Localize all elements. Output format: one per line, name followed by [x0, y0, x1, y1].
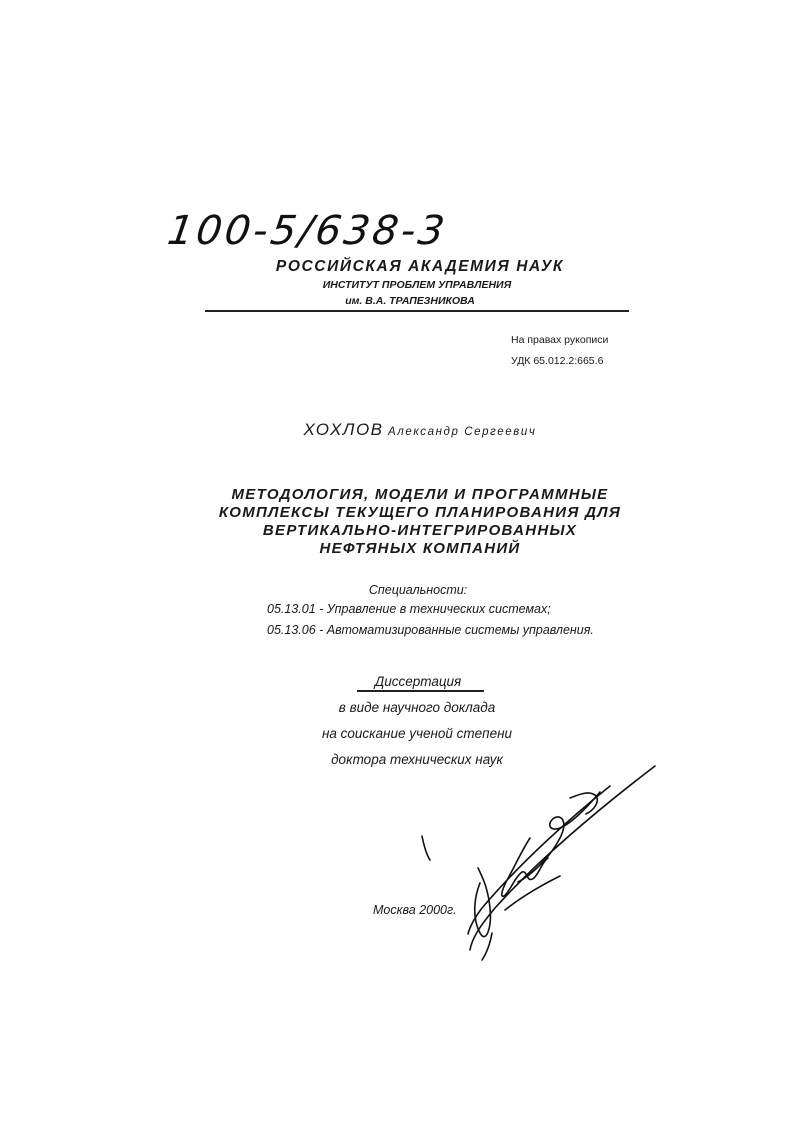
- place-and-year: Москва 2000г.: [373, 903, 457, 917]
- specialties-label: Специальности:: [368, 583, 468, 597]
- title-line: КОМПЛЕКСЫ ТЕКУЩЕГО ПЛАНИРОВАНИЯ ДЛЯ: [218, 504, 622, 521]
- dissertation-form: в виде научного доклада: [338, 700, 496, 715]
- academy-name: РОССИЙСКАЯ АКАДЕМИЯ НАУК: [275, 258, 565, 275]
- title-line: ВЕРТИКАЛЬНО-ИНТЕГРИРОВАННЫХ: [262, 522, 578, 539]
- title-line: НЕФТЯНЫХ КОМПАНИЙ: [319, 540, 521, 557]
- manuscript-rights-note: На правах рукописи: [511, 334, 609, 346]
- dissertation-title: [150, 486, 690, 558]
- author-surname: ХОХЛОВ: [303, 420, 384, 439]
- specialty-item: 05.13.06 - Автоматизированные системы управления.: [267, 623, 594, 637]
- dissertation-doctor: доктора технических наук: [331, 752, 503, 767]
- dissertation-underline: [357, 690, 484, 692]
- author-name: Александр Сергеевич: [387, 426, 537, 438]
- author-signature: [410, 758, 670, 963]
- dissertation-type: Диссертация: [374, 674, 462, 689]
- author-line: [0, 420, 793, 440]
- title-line: МЕТОДОЛОГИЯ, МОДЕЛИ И ПРОГРАММНЫЕ: [231, 486, 609, 503]
- institute-name: ИНСТИТУТ ПРОБЛЕМ УПРАВЛЕНИЯ: [322, 279, 512, 291]
- institute-named-after: им. В.А. ТРАПЕЗНИКОВА: [345, 295, 475, 307]
- header-divider: [205, 310, 629, 312]
- archive-number: 100-5/638-3: [164, 208, 451, 254]
- udc-code: УДК 65.012.2:665.6: [511, 355, 604, 367]
- dissertation-degree: на соискание ученой степени: [321, 726, 513, 741]
- specialty-item: 05.13.01 - Управление в технических системах;: [267, 602, 551, 616]
